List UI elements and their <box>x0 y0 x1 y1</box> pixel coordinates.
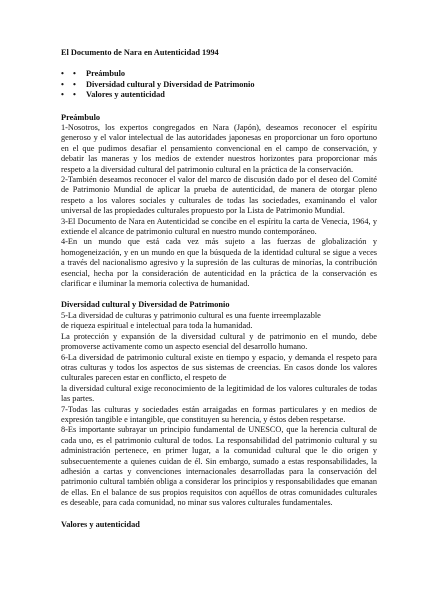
bullet-icon <box>73 80 86 90</box>
paragraph: 8-Es importante subrayar un principio fundamental de UNESCO, que la herencia cultural de cada uno, es el patrimonio cultural de todos. La responsabilidad del patrimonio cultural y su administración pertenece, en primer lugar, a la comunidad cultural que le dio origen y subsecuentemente a quienes cuidan de él. Sin embargo, sumado a estas responsabilidades, la adhesión a cartas y convenciones internacionales desarrolladas para la conservación del patrimonio cultural también obliga a considerar los principios y responsabilidades que emanan de ellas. En el balance de sus propios requisitos con aquéllos de otras comunidades culturales es deseable, para cada comunidad, no minar sus valores culturales fundamentales. <box>61 425 377 508</box>
document-title: El Documento de Nara en Autenticidad 1994 <box>61 48 219 57</box>
toc-item-label: Preámbulo <box>86 69 126 79</box>
section-heading-valores: Valores y autenticidad <box>61 519 140 529</box>
paragraph: 4-En un mundo que está cada vez más sujeto a las fuerzas de globalización y homogeneización, y en un mundo en que la búsqueda de la identidad cultural se sigue a veces a través del nacionalismo agresivo y la supresión de las culturas de minorías, la contribución esencial, hecha por la consideración de autenticidad en la práctica de la conservación es clarificar e iluminar la memoria colectiva de humanidad. <box>61 237 377 289</box>
toc-item[interactable] <box>61 80 377 90</box>
paragraph: 1-Nosotros, los expertos congregados en Nara (Japón), deseamos reconocer el espíritu generoso y el valor intelectual de las autoridades japonesas en proporcionar un foro oportuno en el que pudimos desafiar el pensamiento convencional en el campo de conservación, y debatir las maneras y los medios de extender nuestros horizontes para proporcionar más respeto a la diversidad cultural del patrimonio cultural en la práctica de la conservación. <box>61 122 377 174</box>
paragraph: de riqueza espiritual e intelectual para toda la humanidad. <box>61 321 253 331</box>
toc-item-label: Valores y autenticidad <box>86 90 165 100</box>
table-of-contents <box>61 69 377 100</box>
paragraph: 2-También deseamos reconocer el valor del marco de discusión dado por el deseo del Comité de Patrimonio Mundial de aplicar la prueba de autenticidad, de manera de otorgar pleno respeto a los valores sociales y culturales de todas las sociedades, examinando el valor universal de las propiedades culturales propuesto por la Lista de Patrimonio Mundial. <box>61 175 377 216</box>
paragraph: 6-La diversidad de patrimonio cultural existe en tiempo y espacio, y demanda el respeto para otras culturas y todos los aspectos de sus sistemas de creencias. En casos donde los valores culturales parecen estar en conflicto, el respeto de <box>61 352 377 383</box>
document-page <box>61 48 377 530</box>
bullet-icon <box>73 69 86 79</box>
section-heading-preambulo: Preámbulo <box>61 112 101 122</box>
bullet-icon <box>61 80 73 90</box>
bullet-icon <box>73 90 86 100</box>
section-heading-diversidad: Diversidad cultural y Diversidad de Patrimonio <box>61 300 230 310</box>
section-spacer <box>61 289 377 300</box>
paragraph: La protección y expansión de la diversidad cultural y de patrimonio en el mundo, debe promoverse activamente como un aspecto esencial del desarrollo humano. <box>61 331 377 352</box>
toc-item[interactable] <box>61 90 377 100</box>
paragraph: 5-La diversidad de culturas y patrimonio cultural es una fuente irreemplazable <box>61 310 321 320</box>
toc-item-label: Diversidad cultural y Diversidad de Patrimonio <box>86 79 255 89</box>
section-spacer <box>61 509 377 520</box>
paragraph: 3-El Documento de Nara en Autenticidad se concibe en el espíritu la carta de Venecia, 1964, y extiende el alcance de patrimonio cultural en nuestro mundo contemporáneo. <box>61 216 377 237</box>
toc-item[interactable] <box>61 69 377 79</box>
paragraph: la diversidad cultural exige reconocimiento de la legitimidad de los valores culturales de todas las partes. <box>61 383 377 404</box>
paragraph: 7-Todas las culturas y sociedades están arraigadas en formas particulares y en medios de expresión tangible e intangible, que constituyen su herencia, y éstos deben respetarse. <box>61 404 377 424</box>
bullet-icon <box>61 69 73 79</box>
bullet-icon <box>61 90 73 100</box>
